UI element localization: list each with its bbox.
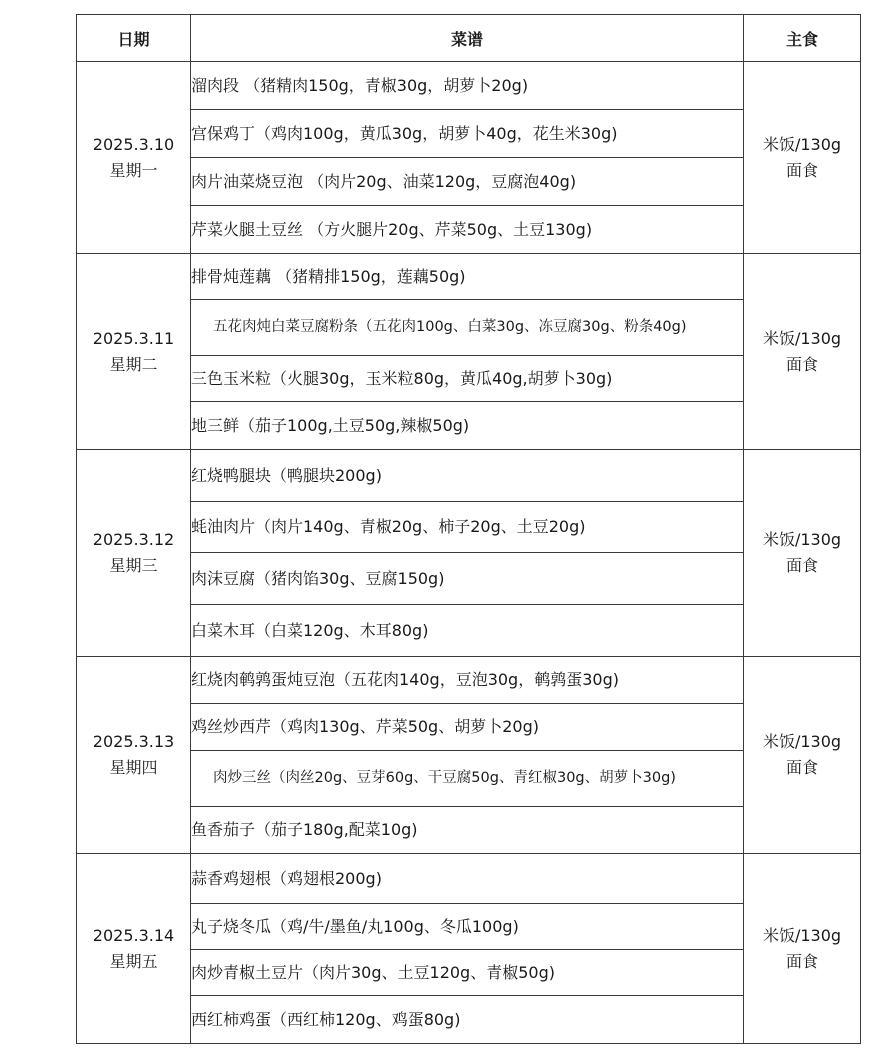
date-cell [77,62,191,254]
staple-rice: 米饭/130g [762,134,842,154]
table-row [77,553,861,605]
dish-cell: 排骨炖莲藕 （猪精排150g，莲藕50g) [191,254,744,300]
table-row [77,605,861,657]
table-row [77,450,861,502]
staple-rice: 米饭/130g [762,328,842,348]
table-row [77,704,861,751]
staple-cell [744,854,861,1044]
table-row [77,110,861,158]
header-dishes: 菜谱 [191,15,744,62]
menu-table [76,14,861,1044]
dish-cell: 蚝油肉片（肉片140g、青椒20g、柿子20g、土豆20g) [191,502,744,553]
date-text: 2025.3.12 [92,530,175,549]
dish-cell: 三色玉米粒（火腿30g，玉米粒80g，黄瓜40g,胡萝卜30g) [191,356,744,402]
table-row [77,206,861,254]
staple-rice: 米饭/130g [762,530,842,549]
dish-cell: 白菜木耳（白菜120g、木耳80g) [191,605,744,657]
dish-cell: 蒜香鸡翅根（鸡翅根200g) [191,854,744,904]
table-row [77,950,861,996]
dish-cell: 西红柿鸡蛋（西红柿120g、鸡蛋80g) [191,996,744,1044]
table-row [77,904,861,950]
dish-cell: 溜肉段 （猪精肉150g，青椒30g，胡萝卜20g) [191,62,744,110]
date-text: 2025.3.10 [92,134,175,154]
weekday-text: 星期一 [109,160,158,180]
weekday-text: 星期五 [109,951,158,971]
table-row [77,502,861,553]
weekday-text: 星期四 [109,758,158,777]
table-row [77,751,861,807]
dish-cell: 鱼香茄子（茄子180g,配菜10g) [191,807,744,854]
table-row [77,158,861,206]
staple-noodle: 面食 [785,758,818,777]
dish-cell: 鸡丝炒西芹（鸡肉130g、芹菜50g、胡萝卜20g) [191,704,744,751]
staple-cell [744,254,861,450]
header-staple: 主食 [744,15,861,62]
dish-cell: 肉片油菜烧豆泡 （肉片20g、油菜120g，豆腐泡40g) [191,158,744,206]
dish-cell: 丸子烧冬瓜（鸡/牛/墨鱼/丸100g、冬瓜100g) [191,904,744,950]
header-date: 日期 [77,15,191,62]
date-text: 2025.3.11 [92,328,175,348]
staple-rice: 米饭/130g [762,925,842,945]
weekday-text: 星期二 [109,354,158,374]
table-row [77,996,861,1044]
staple-noodle: 面食 [785,951,818,971]
date-cell [77,254,191,450]
table-row [77,300,861,356]
table-row [77,62,861,110]
date-cell [77,657,191,854]
date-text: 2025.3.13 [92,732,175,751]
dish-cell: 地三鲜（茄子100g,土豆50g,辣椒50g) [191,402,744,450]
date-text: 2025.3.14 [92,925,175,945]
dish-cell: 五花肉炖白菜豆腐粉条（五花肉100g、白菜30g、冻豆腐30g、粉条40g) [191,300,744,356]
dish-cell: 肉炒青椒土豆片（肉片30g、土豆120g、青椒50g) [191,950,744,996]
dish-cell: 宫保鸡丁（鸡肉100g，黄瓜30g，胡萝卜40g，花生米30g) [191,110,744,158]
dish-cell: 肉炒三丝（肉丝20g、豆芽60g、干豆腐50g、青红椒30g、胡萝卜30g) [191,751,744,807]
table-row [77,356,861,402]
staple-cell [744,450,861,657]
staple-cell [744,62,861,254]
table-row [77,854,861,904]
table-row [77,657,861,704]
staple-noodle: 面食 [785,556,818,575]
date-cell [77,450,191,657]
staple-noodle: 面食 [785,160,818,180]
staple-rice: 米饭/130g [762,732,842,751]
header-row [77,15,861,62]
staple-cell [744,657,861,854]
dish-cell: 芹菜火腿土豆丝 （方火腿片20g、芹菜50g、土豆130g) [191,206,744,254]
staple-noodle: 面食 [785,354,818,374]
table-row [77,807,861,854]
weekday-text: 星期三 [109,556,158,575]
dish-cell: 红烧鸭腿块（鸭腿块200g) [191,450,744,502]
table-row [77,254,861,300]
table-row [77,402,861,450]
date-cell [77,854,191,1044]
dish-cell: 红烧肉鹌鹑蛋炖豆泡（五花肉140g，豆泡30g，鹌鹑蛋30g) [191,657,744,704]
dish-cell: 肉沫豆腐（猪肉馅30g、豆腐150g) [191,553,744,605]
